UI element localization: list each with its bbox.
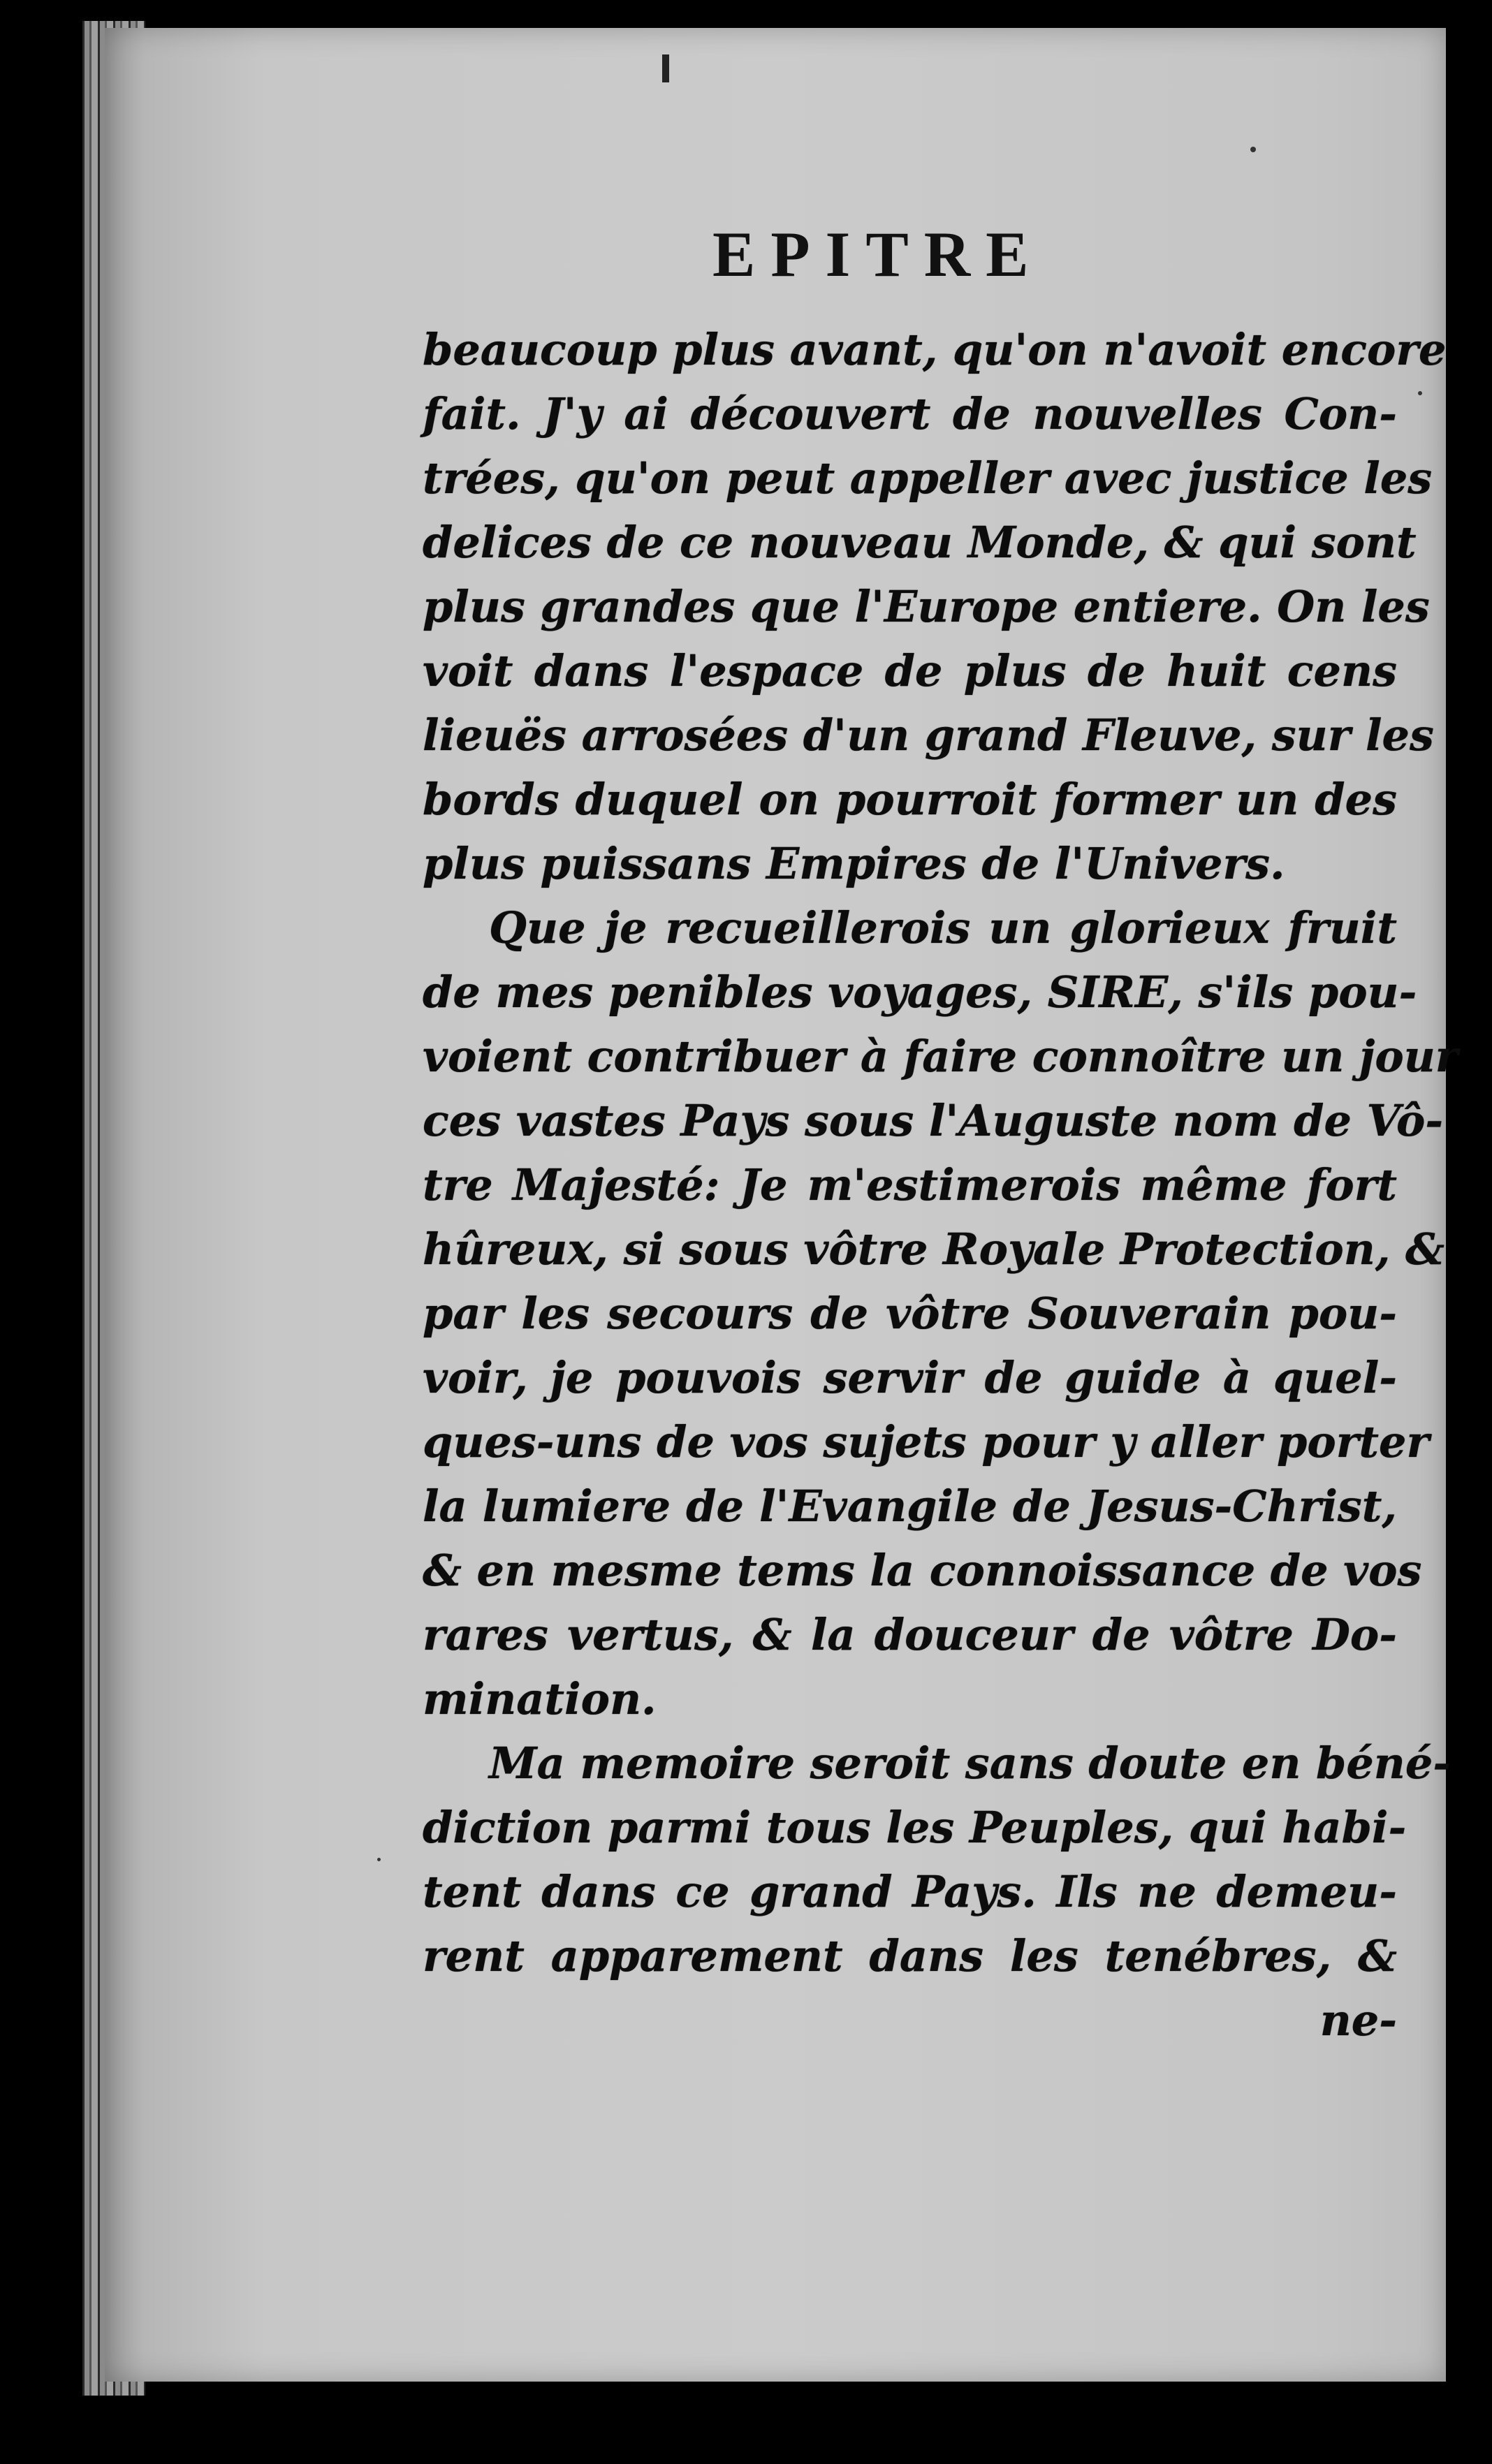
text-line: diction parmi tous les Peuples, qui habi- xyxy=(423,1802,1407,1853)
text-line: tre Majesté: Je m'estimerois même fort xyxy=(423,1159,1397,1210)
text-line: Que je recueillerois un glorieux fruit xyxy=(489,902,1397,953)
text-line: fait. J'y ai découvert de nouvelles Con- xyxy=(423,388,1397,439)
body-text xyxy=(423,318,1458,2053)
paper-speck xyxy=(1418,391,1422,395)
paper-speck xyxy=(377,1858,381,1861)
page-header: EPITRE xyxy=(712,219,1044,290)
text-line: la lumiere de l'Evangile de Jesus-Christ, xyxy=(423,1481,1397,1532)
text-line: delices de ce nouveau Monde, & qui sont xyxy=(423,517,1417,568)
text-line: rares vertus, & la douceur de vôtre Do- xyxy=(423,1609,1397,1660)
folio-mark xyxy=(662,54,669,82)
text-line: voit dans l'espace de plus de huit cens xyxy=(423,645,1397,696)
text-line: plus puissans Empires de l'Univers. xyxy=(423,838,1285,889)
text-line: voir, je pouvois servir de guide à quel- xyxy=(423,1352,1397,1403)
paper-speck xyxy=(1250,147,1256,152)
text-line: voient contribuer à faire connoître un jour xyxy=(423,1031,1458,1082)
catchword: ne- xyxy=(1319,1995,1397,2046)
text-line: beaucoup plus avant, qu'on n'avoit encore xyxy=(423,324,1447,375)
text-line: plus grandes que l'Europe entiere. On les xyxy=(423,581,1430,632)
text-line: trées, qu'on peut appeller avec justice les xyxy=(423,453,1433,504)
text-line: lieuës arrosées d'un grand Fleuve, sur les xyxy=(423,710,1434,761)
text-line: ces vastes Pays sous l'Auguste nom de Vô- xyxy=(423,1095,1444,1146)
text-line: par les secours de vôtre Souverain pou- xyxy=(423,1288,1397,1339)
text-line: bords duquel on pourroit former un des xyxy=(423,774,1397,825)
text-line: rent apparement dans les tenébres, & xyxy=(423,1930,1397,1981)
text-line: mination. xyxy=(423,1673,657,1724)
text-line: hûreux, si sous vôtre Royale Protection, & xyxy=(423,1224,1445,1275)
text-line: tent dans ce grand Pays. Ils ne demeu- xyxy=(423,1866,1397,1917)
text-line: Ma memoire seroit sans doute en béné- xyxy=(489,1738,1451,1789)
text-line: de mes penibles voyages, SIRE, s'ils pou- xyxy=(423,967,1417,1018)
text-line: & en mesme tems la connoissance de vos xyxy=(423,1545,1422,1596)
text-line: ques-uns de vos sujets pour y aller porter xyxy=(423,1416,1430,1467)
